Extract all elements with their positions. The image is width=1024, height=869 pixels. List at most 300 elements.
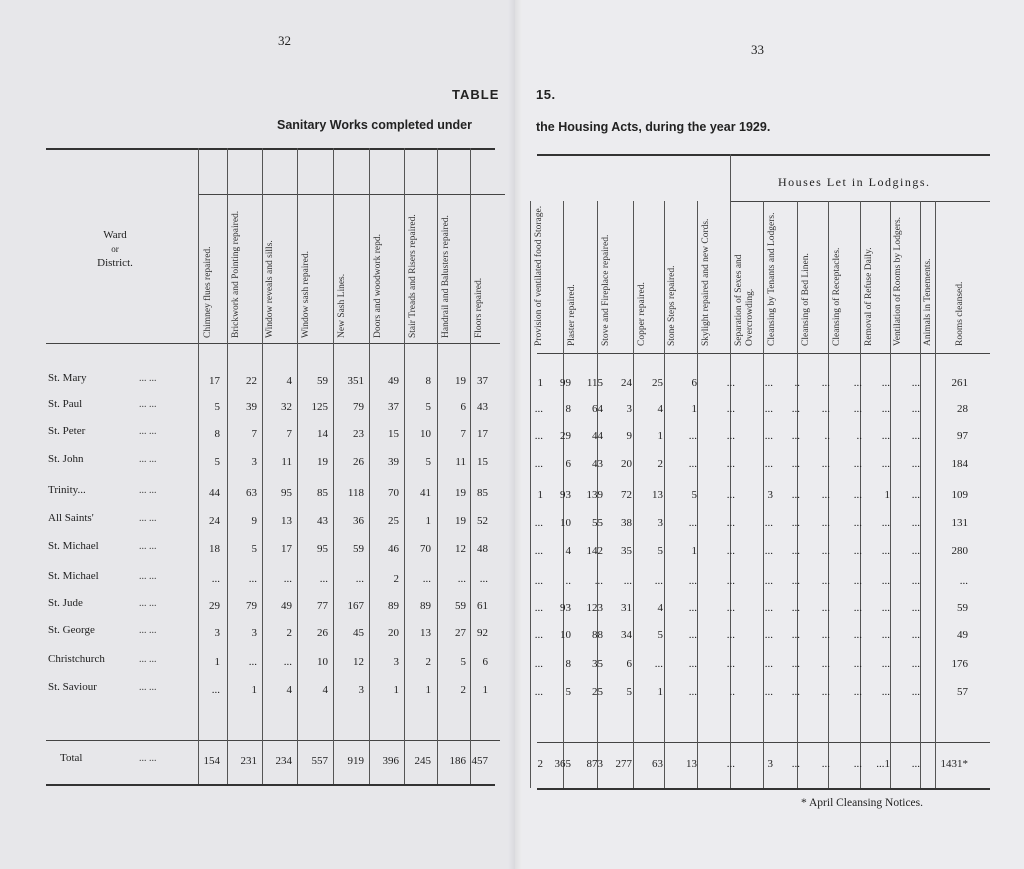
table-cell: 19 [455,515,466,527]
column-header-2: Brickwork and Pointing repaired. [231,210,241,338]
table-cell: 2 [425,656,431,668]
total-cell: 245 [414,755,431,767]
row-leader-dots: ... ... [139,454,157,465]
table-cell: 25 [388,515,399,527]
table-cell: 7 [460,428,466,440]
table-title-left: TABLE [452,87,500,102]
lodgings-header: Houses Let in Lodgings. [778,175,931,189]
table-cell: ... [654,658,663,670]
footnote: * April Cleansing Notices. [801,797,924,809]
table-cell: 88 [592,629,603,641]
total-cell: 457 [471,755,488,767]
table-cell: ... [881,686,890,698]
table-cell: .. [565,575,571,587]
total-cell: 234 [275,755,292,767]
table-cell: 139 [586,489,603,501]
table-cell: ... [881,602,890,614]
row-leader-dots: ... ... [139,399,157,410]
table-cell: 13 [281,515,292,527]
table-cell: ... [853,517,862,529]
table-cell: 167 [347,600,364,612]
table-cell: ... [688,658,697,670]
table-cell: 1 [657,686,663,698]
table-cell: 4 [286,684,292,696]
table-cell: 3 [626,403,632,415]
table-cell: ... [911,517,920,529]
table-cell: 59 [455,600,466,612]
table-cell: 4 [565,545,571,557]
table-cell: 1 [537,489,543,501]
total-cell: ... [821,758,830,770]
table-cell: 125 [311,401,328,413]
table-cell: ... [911,545,920,557]
total-cell: 231 [240,755,257,767]
table-cell: ... [248,573,257,585]
table-cell: 97 [957,430,968,442]
table-cell: 89 [388,600,399,612]
table-cell: 99 [560,377,571,389]
table-cell: ... [534,517,543,529]
total-cell: 365 [554,758,571,770]
table-cell: 43 [592,458,603,470]
table-subtitle-left: Sanitary Works completed under [277,118,472,132]
column-header-7: Stair Treads and Risers repaired. [408,214,418,338]
row-ward-label: St. Mary [48,372,87,384]
table-subtitle-right: the Housing Acts, during the year 1929. [536,120,771,134]
column-header-23: Rooms cleansed. [955,281,965,346]
table-cell: ... [821,377,830,389]
table-cell: ... [853,458,862,470]
table-cell: ... [764,686,773,698]
table-cell: ... [853,602,862,614]
table-cell: ... [821,489,830,501]
table-cell: 3 [657,517,663,529]
total-cell: 873 [586,758,603,770]
column-header-13: Copper repaired. [637,282,647,346]
table-cell: ... [791,629,800,641]
table-cell: ... [911,575,920,587]
table-cell: ... [791,430,800,442]
total-cell: 1431* [940,758,968,770]
table-cell: 7 [286,428,292,440]
table-cell: ... [959,575,968,587]
table-cell: ... [764,458,773,470]
row-ward-label: St. Jude [48,597,83,609]
table-cell: ... [791,489,800,501]
table-cell: ... [881,430,890,442]
table-cell: ... [764,517,773,529]
table-cell: 5 [425,456,431,468]
table-cell: ... [726,489,735,501]
total-cell: 154 [203,755,220,767]
column-header-21: Ventilation of Rooms by Lodgers. [893,216,903,346]
table-cell: 280 [951,545,968,557]
column-header-18: Cleansing of Bed Linen. [801,253,811,346]
table-cell: 4 [657,403,663,415]
table-cell: 61 [477,600,488,612]
row-leader-dots: ... ... [139,598,157,609]
table-cell: ... [534,403,543,415]
table-cell: 24 [621,377,632,389]
table-cell: ... [764,658,773,670]
table-cell: 8 [565,403,571,415]
table-cell: 37 [388,401,399,413]
table-cell: 5 [691,489,697,501]
table-cell: 4 [657,602,663,614]
table-bottom-rule-left [46,784,495,786]
table-cell: ... [881,517,890,529]
row-ward-label: St. Peter [48,425,86,437]
table-cell: 72 [621,489,632,501]
table-cell: 1 [691,545,697,557]
table-cell: 37 [477,375,488,387]
table-cell: 12 [455,543,466,555]
table-cell: 10 [420,428,431,440]
row-leader-dots: ... ... [139,654,157,665]
table-cell: ... [881,458,890,470]
row-leader-dots: ... ... [139,571,157,582]
table-cell: ... [791,575,800,587]
table-cell: .. [856,430,862,442]
table-cell: 13 [652,489,663,501]
table-cell: ... [248,656,257,668]
table-cell: 5 [214,401,220,413]
table-cell: ... [211,684,220,696]
table-cell: ... [726,658,735,670]
row-leader-dots: ... ... [139,682,157,693]
table-cell: ... [791,602,800,614]
table-cell: 14 [317,428,328,440]
table-cell: 46 [388,543,399,555]
table-top-rule-left [46,148,495,150]
table-cell: ... [853,686,862,698]
table-cell: 93 [560,489,571,501]
table-cell: 55 [592,517,603,529]
row-ward-label: All Saints' [48,512,94,524]
table-cell: ... [911,430,920,442]
table-cell: .. [729,686,735,698]
column-header-16: Separation of Sexes and Overcrowding. [734,254,755,346]
table-cell: 23 [353,428,364,440]
table-cell: ... [911,686,920,698]
table-cell: 25 [652,377,663,389]
row-ward-label: St. Michael [48,540,99,552]
table-cell: 118 [347,487,364,499]
row-ward-label: St. Paul [48,398,83,410]
table-cell: 27 [455,627,466,639]
table-cell: 2 [393,573,399,585]
ward-header-line: Ward [103,229,127,241]
table-cell: ... [688,430,697,442]
table-cell: 77 [317,600,328,612]
column-header-19: Cleansing of Receptacles. [832,247,842,346]
table-cell: ... [853,489,862,501]
table-cell: 10 [317,656,328,668]
table-cell: 20 [388,627,399,639]
total-cell: ... [791,758,800,770]
table-cell: 36 [353,515,364,527]
table-cell: ... [821,403,830,415]
column-header-20: Removal of Refuse Daily. [864,247,874,346]
table-cell: 261 [951,377,968,389]
table-cell: ... [881,403,890,415]
table-cell: 6 [626,658,632,670]
table-cell: 5 [657,545,663,557]
row-leader-dots: ... ... [139,485,157,496]
row-ward-label: St. George [48,624,95,636]
table-cell: 17 [281,543,292,555]
table-cell: 6 [565,458,571,470]
table-cell: 1 [482,684,488,696]
table-cell: 48 [477,543,488,555]
table-cell: ... [881,629,890,641]
table-cell: 26 [353,456,364,468]
table-cell: ... [911,458,920,470]
table-cell: .. [794,377,800,389]
table-cell: 29 [560,430,571,442]
table-cell: 3 [393,656,399,668]
table-cell: 43 [477,401,488,413]
table-cell: 7 [251,428,257,440]
table-cell: ... [853,377,862,389]
table-cell: 95 [281,487,292,499]
table-cell: ... [534,602,543,614]
table-cell: ... [881,575,890,587]
total-cell: 277 [615,758,632,770]
table-cell: 79 [246,600,257,612]
table-cell: ... [534,430,543,442]
table-cell: 49 [388,375,399,387]
table-cell: 2 [286,627,292,639]
table-cell: 63 [246,487,257,499]
row-ward-label: St. Saviour [48,681,97,693]
total-cell: ... [726,758,735,770]
total-cell: ...1 [876,758,890,770]
column-header-17: Cleansing by Tenants and Lodgers. [767,212,777,346]
column-header-10: Provision of ventilated food Storage. [534,205,544,346]
table-cell: ... [853,629,862,641]
table-cell: 8 [425,375,431,387]
table-cell: ... [764,430,773,442]
table-top-rule-right [537,154,990,156]
table-cell: 9 [626,430,632,442]
table-cell: ... [726,575,735,587]
table-cell: ... [911,489,920,501]
table-cell: ... [355,573,364,585]
table-cell: 142 [586,545,603,557]
table-cell: ... [726,403,735,415]
table-cell: 70 [388,487,399,499]
table-cell: ... [479,573,488,585]
table-cell: 6 [691,377,697,389]
table-cell: 3 [251,456,257,468]
table-cell: 43 [317,515,328,527]
column-header-1: Chimney flues repaired. [203,246,213,338]
table-cell: 1 [425,684,431,696]
table-cell: 39 [246,401,257,413]
column-divider [920,201,921,788]
row-leader-dots: ... ... [139,625,157,636]
table-cell: ... [422,573,431,585]
total-cell: 557 [311,755,328,767]
row-ward-label: St. Michael [48,570,99,582]
table-cell: 5 [657,629,663,641]
table-cell: ... [821,458,830,470]
table-cell: ... [319,573,328,585]
table-cell: 123 [586,602,603,614]
table-cell: ... [726,377,735,389]
table-cell: ... [688,517,697,529]
right-page-number: 33 [751,42,764,57]
row-ward-label: Christchurch [48,653,105,665]
table-cell: ... [791,458,800,470]
total-leader-dots: ... ... [139,753,157,764]
total-cell: 13 [686,758,697,770]
table-cell: ... [534,545,543,557]
total-row-label: Total [60,752,83,764]
row-ward-label: St. John [48,453,84,465]
table-cell: ... [821,602,830,614]
table-cell: ... [283,656,292,668]
table-cell: 3 [214,627,220,639]
table-cell: ... [726,602,735,614]
table-cell: ... [881,545,890,557]
table-cell: 35 [621,545,632,557]
table-cell: 19 [455,487,466,499]
table-cell: ... [688,629,697,641]
table-cell: ... [623,575,632,587]
table-cell: 29 [209,600,220,612]
table-cell: 15 [388,428,399,440]
total-cell: ... [853,758,862,770]
table-cell: 19 [317,456,328,468]
table-cell: 49 [281,600,292,612]
row-leader-dots: ... ... [139,541,157,552]
table-cell: 1 [691,403,697,415]
table-cell: 1 [884,489,890,501]
table-cell: ... [534,458,543,470]
table-cell: ... [726,517,735,529]
table-cell: 35 [592,658,603,670]
table-cell: 4 [286,375,292,387]
table-cell: ... [534,575,543,587]
table-cell: 18 [209,543,220,555]
table-cell: 28 [957,403,968,415]
table-cell: ... [534,658,543,670]
table-cell: ... [911,629,920,641]
table-cell: 1 [657,430,663,442]
table-cell: ... [764,602,773,614]
table-cell: 52 [477,515,488,527]
table-title-right: 15. [536,87,556,102]
table-cell: 8 [565,658,571,670]
table-cell: ... [726,629,735,641]
table-cell: 12 [353,656,364,668]
total-cell: 2 [537,758,543,770]
ward-header [60,228,170,270]
table-cell: ... [726,458,735,470]
table-cell: 85 [477,487,488,499]
table-cell: .. [824,430,830,442]
row-ward-label: Trinity... [48,484,86,496]
table-cell: ... [791,545,800,557]
table-cell: 2 [460,684,466,696]
table-cell: 85 [317,487,328,499]
table-cell: ... [853,545,862,557]
table-cell: ... [726,545,735,557]
table-cell: 3 [358,684,364,696]
table-cell: 31 [621,602,632,614]
table-cell: ... [853,575,862,587]
total-cell: 63 [652,758,663,770]
table-cell: ... [726,430,735,442]
table-cell: ... [764,377,773,389]
table-cell: 59 [957,602,968,614]
table-cell: ... [764,629,773,641]
table-cell: 59 [317,375,328,387]
table-cell: 22 [246,375,257,387]
table-cell: 9 [251,515,257,527]
ward-header-line: or [111,244,119,254]
ward-header-line: District. [97,257,133,269]
table-cell: 34 [621,629,632,641]
table-cell: 26 [317,627,328,639]
table-cell: ... [594,575,603,587]
column-header-4: Window sash repaired. [301,251,311,338]
column-header-12: Stove and Fireplace repaired. [601,234,611,346]
table-cell: ... [688,458,697,470]
table-cell: ... [911,658,920,670]
table-cell: 8 [214,428,220,440]
table-cell: 44 [209,487,220,499]
table-cell: 64 [592,403,603,415]
table-cell: 39 [388,456,399,468]
table-cell: 11 [455,456,466,468]
table-cell: 17 [209,375,220,387]
table-cell: 45 [353,627,364,639]
table-bottom-rule-right [537,788,990,790]
header-inner-rule-left [198,194,505,195]
table-cell: 3 [251,627,257,639]
table-cell: ... [654,575,663,587]
table-cell: 1 [537,377,543,389]
table-cell: 5 [626,686,632,698]
table-cell: 25 [592,686,603,698]
table-cell: ... [534,686,543,698]
column-header-6: Doors and woodwork repd. [373,234,383,338]
table-cell: 11 [281,456,292,468]
table-cell: 15 [477,456,488,468]
table-cell: ... [911,602,920,614]
table-cell: 19 [455,375,466,387]
table-cell: ... [821,629,830,641]
table-cell: ... [688,575,697,587]
table-cell: 5 [565,686,571,698]
table-cell: 92 [477,627,488,639]
table-cell: 57 [957,686,968,698]
table-cell: 17 [477,428,488,440]
table-cell: 10 [560,517,571,529]
table-cell: ... [821,517,830,529]
table-cell: ... [211,573,220,585]
table-cell: 95 [317,543,328,555]
table-cell: ... [764,545,773,557]
table-cell: ... [764,575,773,587]
total-cell: 186 [449,755,466,767]
left-page-number: 32 [278,33,291,48]
row-leader-dots: ... ... [139,513,157,524]
table-cell: 184 [951,458,968,470]
